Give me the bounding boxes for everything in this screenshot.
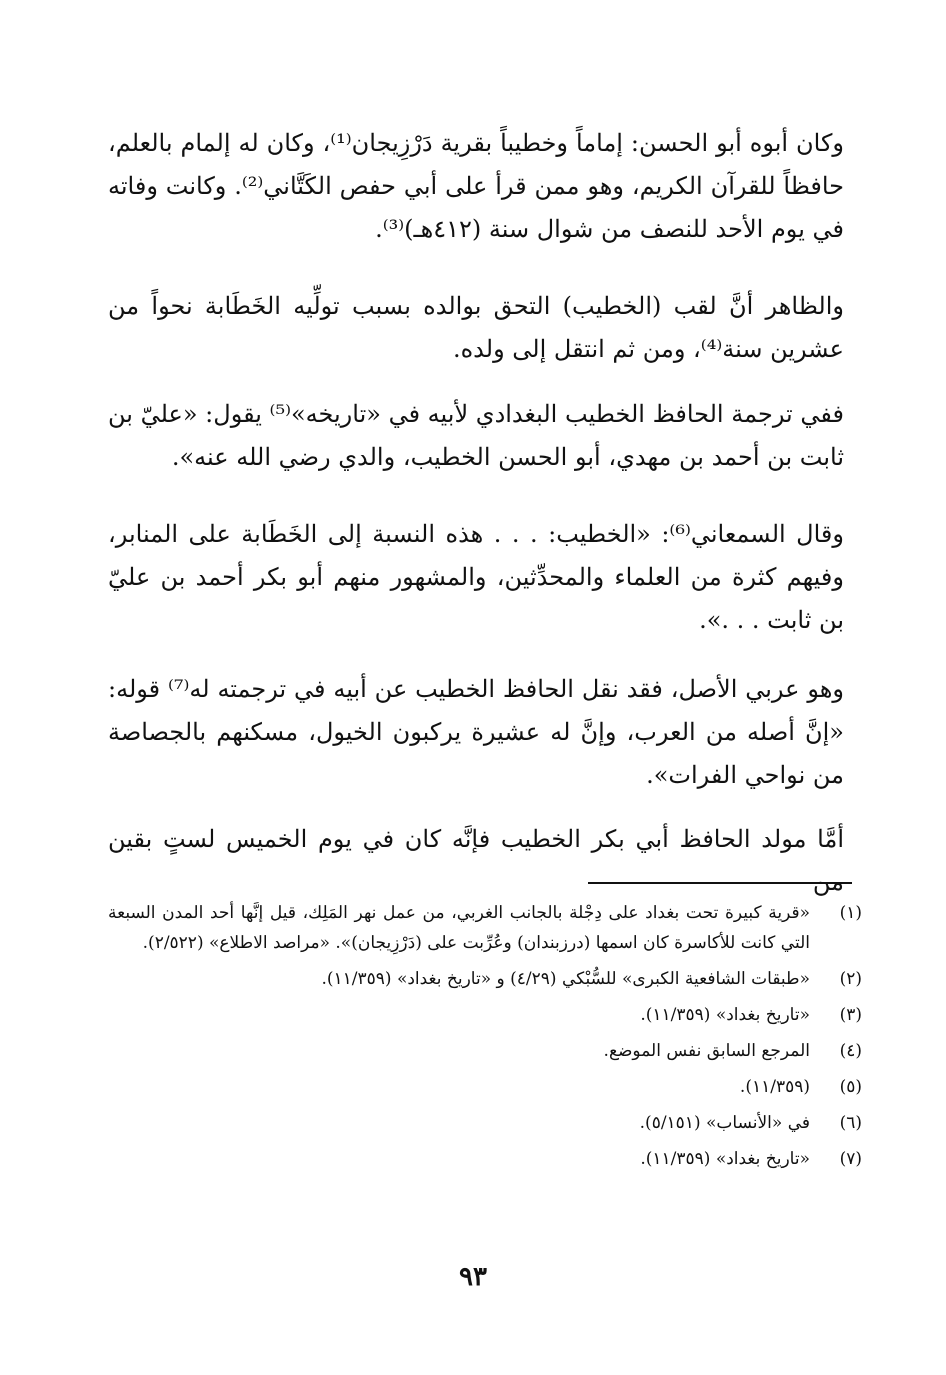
footnote-item	[108, 1036, 862, 1066]
paragraph-arab-origin: وهو عربي الأصل، فقد نقل الحافظ الخطيب عن أبيه في ترجمته له⁽⁷⁾ قوله: «إنَّ أصله من العرب، وإنَّ له عشيرة يركبون الخيول، مسكنهم بالجصاصة من نواحي الفرات».	[108, 675, 844, 789]
footnote-text: «طبقات الشافعية الكبرى» للسُّبْكي (٤/٢٩) و «تاريخ بغداد» (١١/٣٥٩).	[321, 969, 810, 989]
paragraph-father: وكان أبوه أبو الحسن: إماماً وخطيباً بقرية دَرْزِيجان⁽¹⁾، وكان له إلمام بالعلم، حافظاً للقرآن الكريم، وهو ممن قرأ على أبي حفص الكَتَّاني⁽²⁾. وكانت وفاته في يوم الأحد للنصف من شوال سنة (٤١٢هـ)⁽³⁾.	[108, 129, 845, 243]
footnote-item	[108, 1144, 862, 1174]
footnote-item	[108, 964, 862, 994]
footnote-number: (١)	[839, 903, 862, 923]
footnote-number: (٦)	[839, 1113, 862, 1133]
footnotes	[108, 898, 862, 1180]
paragraph-title-origin: والظاهر أنَّ لقب (الخطيب) التحق بوالده بسبب تولِّيه الخَطَابة نحواً من عشرين سنة⁽⁴⁾، ومن ثم انتقل إلى ولده.	[108, 292, 844, 363]
paragraph-biography-quote: ففي ترجمة الحافظ الخطيب البغدادي لأبيه في «تاريخه»⁽⁵⁾ يقول: «عليّ بن ثابت بن أحمد بن مهدي، أبو الحسن الخطيب، والدي رضي الله عنه».	[108, 400, 844, 471]
footnote-item	[108, 1108, 862, 1138]
footnote-separator	[588, 882, 852, 884]
paragraph-birth: أمَّا مولد الحافظ أبي بكر الخطيب فإنَّه كان في يوم الخميس لستٍ بقين من	[108, 825, 844, 896]
page-number: ٩٣	[459, 1262, 487, 1292]
footnote-text: «تاريخ بغداد» (١١/٣٥٩).	[640, 1149, 810, 1169]
footnote-number: (٤)	[839, 1041, 862, 1061]
footnote-number: (٣)	[839, 1005, 862, 1025]
footnote-number: (٢)	[839, 969, 862, 989]
footnote-item	[108, 1072, 862, 1102]
footnote-text: «تاريخ بغداد» (١١/٣٥٩).	[640, 1005, 810, 1025]
footnote-item	[108, 898, 862, 958]
footnote-text: المرجع السابق نفس الموضع.	[603, 1041, 810, 1061]
paragraph-samani-quote: وقال السمعاني⁽⁶⁾: «الخطيب: . . . هذه النسبة إلى الخَطَابة على المنابر، وفيهم كثرة من العلماء والمحدِّثين، والمشهور منهم أبو بكر أحمد بن عليّ بن ثابت . . .».	[108, 520, 844, 634]
footnote-number: (٥)	[839, 1077, 862, 1097]
footnote-text: «قرية كبيرة تحت بغداد على دِجْلة بالجانب الغربي، من عمل نهر المَلِك، قيل إنَّها أحد المدن السبعة التي كانت للأكاسرة كان اسمها (درزبندان) وعُرِّبت على (دَرْزِيجان)». «مراصد الاطلاع» (٢/٥٢٢).	[108, 903, 810, 953]
footnote-text: في «الأنساب» (٥/١٥١).	[639, 1113, 810, 1133]
footnote-number: (٧)	[839, 1149, 862, 1169]
footnote-item	[108, 1000, 862, 1030]
footnote-text: (١١/٣٥٩).	[739, 1077, 810, 1097]
